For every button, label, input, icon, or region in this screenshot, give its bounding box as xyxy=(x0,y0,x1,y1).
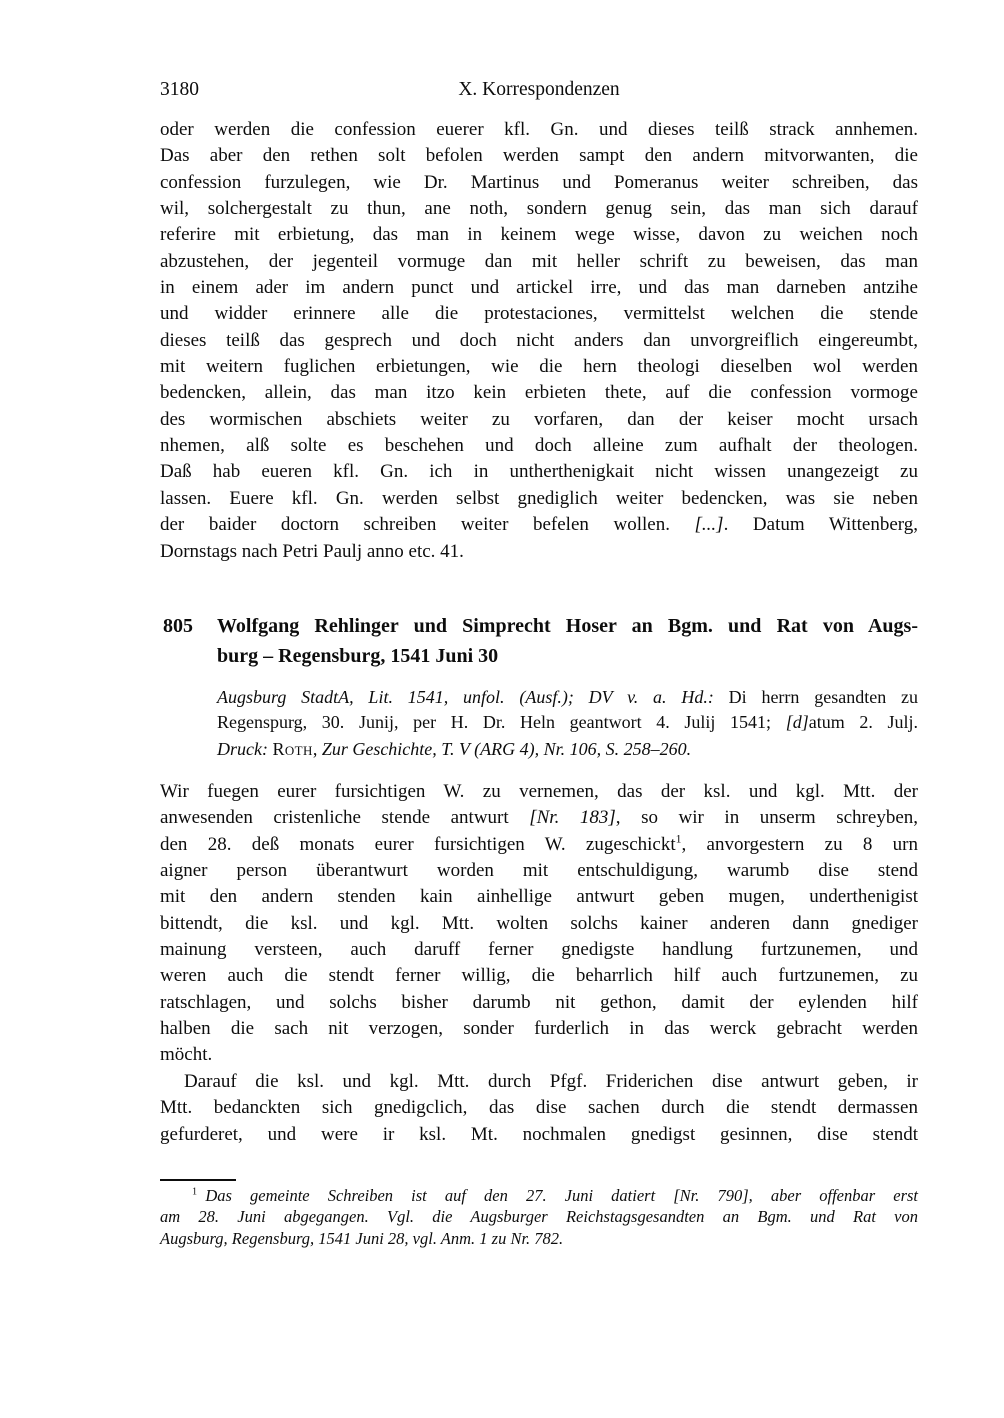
text-line xyxy=(160,911,918,937)
footnote-reference: 1 xyxy=(675,832,682,846)
text-segment: Roth xyxy=(272,739,313,759)
text-line xyxy=(160,1122,918,1148)
page-number: 3180 xyxy=(160,79,199,100)
text-segment: Dornstags nach Petri Paulj anno etc. 41. xyxy=(160,540,464,562)
text-line xyxy=(160,858,918,884)
source-note xyxy=(217,685,918,734)
text-line xyxy=(160,512,918,538)
continuation-paragraph xyxy=(160,117,918,565)
entry-heading xyxy=(160,611,918,671)
text-segment: in einem ader im andern punct und artickel irre, und das man darneben antzihe xyxy=(160,277,918,299)
footnote xyxy=(160,1185,918,1249)
text-segment: nhemen, alß solte es beschehen und doch alleine zum aufhalt der theologen. xyxy=(160,435,918,457)
text-line xyxy=(160,143,918,169)
text-line xyxy=(160,884,918,910)
text-segment: der baider doctorn schreiben weiter befelen wollen. xyxy=(160,514,695,536)
text-line xyxy=(217,710,918,735)
text-line xyxy=(160,249,918,275)
text-segment: confession furzulegen, wie Dr. Martinus und Pomeranus weiter schreiben, das xyxy=(160,171,918,193)
text-line xyxy=(160,1069,918,1095)
text-line xyxy=(160,539,918,565)
page-header xyxy=(160,79,918,105)
text-segment: weren auch die stendt ferner willig, die beharrlich hilf auch furtzunemen, zu xyxy=(160,965,918,987)
text-line xyxy=(160,779,918,805)
text-segment: Augsburg StadtA, Lit. 1541, unfol. (Ausf.); DV v. a. Hd.: xyxy=(217,687,729,707)
text-segment: Das aber den rethen solt befolen werden sampt den andern mitvorwanten, die xyxy=(160,145,918,167)
text-segment: den 28. deß monats eurer fursichtigen W. zugeschickt xyxy=(160,833,676,855)
text-line xyxy=(160,1206,918,1227)
text-line xyxy=(160,990,918,1016)
text-segment: Zur Geschichte, T. V (ARG 4), Nr. 106, S. 258–260. xyxy=(321,739,692,759)
text-segment: Augsburg, Regensburg, 1541 Juni 28, vgl. Anm. 1 zu Nr. 782. xyxy=(160,1228,564,1248)
text-line xyxy=(160,407,918,433)
text-segment: halben die sach nit verzogen, sonder furderlich in das werck gebracht werden xyxy=(160,1018,918,1040)
text-segment: wil, solchergestalt zu thun, ane noth, sondern genug sein, das man sich darauf xyxy=(160,198,918,220)
footnote-reference: 1 xyxy=(192,1186,198,1198)
running-title: X. Korrespondenzen xyxy=(458,79,620,100)
letter-paragraph xyxy=(160,1069,918,1148)
text-segment: anwesenden cristenliche stende antwurt xyxy=(160,807,530,829)
text-segment: referire mit erbietung, das man in keinem wege wisse, davon zu weichen noch xyxy=(160,224,918,246)
text-segment: am 28. Juni abgegangen. Vgl. die Augsburger Reichstagsgesandten an Bgm. und Rat von xyxy=(160,1207,918,1227)
text-segment: Darauf die ksl. und kgl. Mtt. durch Pfgf. Friderichen dise antwurt geben, ir xyxy=(184,1071,918,1092)
text-segment: mainung versteen, auch daruff ferner gnedigste handlung furtzunemen, und xyxy=(160,939,918,961)
text-segment: Regenspurg, 30. Junij, per H. Dr. Heln geantwort 4. Julij 1541; xyxy=(217,711,786,732)
text-line xyxy=(160,963,918,989)
text-line xyxy=(217,685,918,710)
text-line xyxy=(160,832,918,858)
text-segment: [Nr. 183] xyxy=(529,807,616,829)
text-segment: , so wir in unserm schreyben, xyxy=(615,807,919,829)
text-segment: , xyxy=(312,739,322,759)
text-line xyxy=(160,459,918,485)
text-segment: aigner person überantwurt worden mit entschuldigung, warumb dise stend xyxy=(160,860,918,882)
text-line xyxy=(160,1228,918,1249)
text-segment: [d] xyxy=(785,711,809,732)
text-segment: Wolfgang Rehlinger und Simprecht Hoser an Bgm. und Rat von Augs- xyxy=(217,615,918,637)
text-segment: Druck: xyxy=(217,739,273,759)
text-segment: oder werden die confession euerer kfl. Gn. und dieses teilß strack annhemen. xyxy=(160,119,918,140)
text-line xyxy=(160,805,918,831)
text-line xyxy=(160,275,918,301)
text-segment: gefurderet, und were ir ksl. Mt. nochmalen gnedigst gesinnen, dise stendt xyxy=(160,1123,918,1145)
text-segment: bedencken, allein, das man itzo kein erbieten thete, auf die confession vormoge xyxy=(160,382,918,404)
text-segment: lassen. Euere kfl. Gn. werden selbst gnediglich weiter bedencken, was sie neben xyxy=(160,487,918,509)
print-reference xyxy=(217,737,918,762)
text-segment: , anvorgestern zu 8 urn xyxy=(681,833,918,855)
text-segment: atum 2. Julj. xyxy=(808,711,919,732)
text-line xyxy=(160,1042,918,1068)
text-line xyxy=(160,170,918,196)
letter-paragraph xyxy=(160,779,918,1069)
text-line xyxy=(160,301,918,327)
text-segment: des wormischen abschiets weiter zu vorfaren, dan der keiser mocht ursach xyxy=(160,408,918,430)
text-line xyxy=(160,937,918,963)
text-segment: Wir fuegen eurer fursichtigen W. zu vernemen, das der ksl. und kgl. Mtt. der xyxy=(160,781,918,802)
text-line xyxy=(160,433,918,459)
text-line xyxy=(160,196,918,222)
text-segment: Di herrn gesandten zu xyxy=(728,687,918,707)
text-segment: mit den andern stenden kain ainhellige antwurt geben mugen, underthenigist xyxy=(160,886,918,908)
text-line xyxy=(160,117,918,143)
text-line xyxy=(160,1016,918,1042)
entry-number: 805 xyxy=(163,615,193,637)
text-line xyxy=(160,486,918,512)
text-segment: Mtt. bedanckten sich gnedigclich, das dise sachen durch die stendt dermassen xyxy=(160,1097,918,1119)
text-segment: ratschlagen, und solchs bisher darumb nit gethon, damit der eylenden hilf xyxy=(160,991,918,1013)
entry-title xyxy=(217,611,918,671)
text-line xyxy=(160,328,918,354)
text-segment: möcht. xyxy=(160,1044,213,1066)
text-segment: burg – Regensburg, 1541 Juni 30 xyxy=(217,645,499,667)
text-line xyxy=(217,737,918,762)
text-line xyxy=(160,1185,918,1206)
text-line xyxy=(217,611,918,641)
text-line xyxy=(160,354,918,380)
text-segment: dieses teilß das gesprech und doch nicht anders dan unvorgreiflich eingereumbt, xyxy=(160,329,918,351)
text-line xyxy=(217,641,918,671)
text-line xyxy=(160,222,918,248)
text-line xyxy=(160,1095,918,1121)
text-segment: und widder erinnere alle die protestaciones, vermittelst welchen die stende xyxy=(160,303,918,325)
footnote-separator xyxy=(160,1179,236,1181)
text-segment: bittendt, die ksl. und kgl. Mtt. wolten solchs kainer anderen dann gnediger xyxy=(160,912,918,934)
text-segment: mit weitern fuglichen erbietungen, wie die hern theologi dieselben wol werden xyxy=(160,356,918,378)
text-segment: Daß hab eueren kfl. Gn. ich in untherthenigkait nicht wissen unangezeigt zu xyxy=(160,461,918,483)
text-segment: Das gemeinte Schreiben ist auf den 27. Juni datiert [Nr. 790], aber offenbar erst xyxy=(197,1186,918,1205)
text-segment: abzustehen, der jegenteil vormuge dan mit heller schrift zu beweisen, das man xyxy=(160,250,918,272)
text-segment: [...] xyxy=(694,514,724,536)
text-segment: . Datum Wittenberg, xyxy=(723,514,918,536)
text-line xyxy=(160,380,918,406)
